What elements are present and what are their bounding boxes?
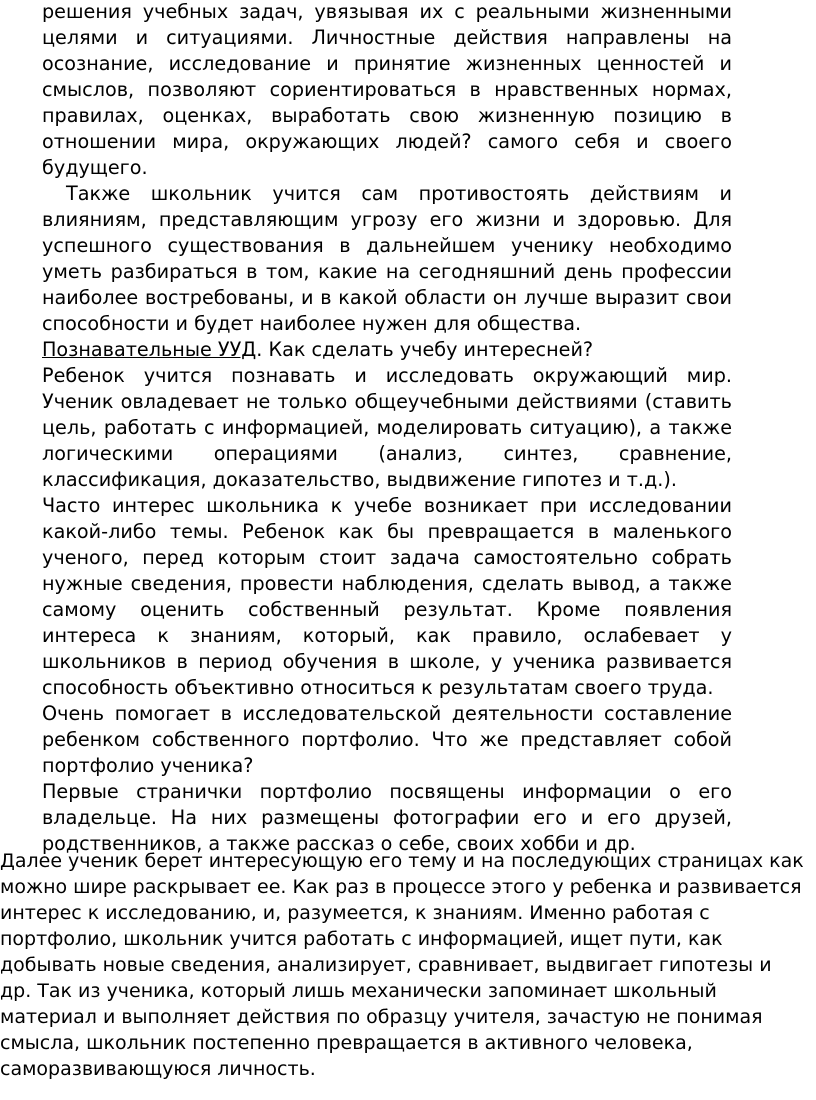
- indented-text-block: [42, 0, 732, 857]
- paragraph-portfolio-first-pages: Первые странички портфолио посвящены информации о его владельце. На них размещены фотографии его и его друзей, родственников, а также рассказ о себе, своих хобби и др.: [42, 780, 732, 855]
- cognitive-question: . Как сделать учебу интересней?: [256, 338, 594, 361]
- paragraph-explore-world: Ребенок учится познавать и исследовать окружающий мир. Ученик овладевает не только общеучебными действиями (ставить цель, работать с информацией, моделировать ситуацию), а также логическими операциями (анализ, синтез, сравнение, классификация, доказательство, выдвижение гипотез и т.д.).: [42, 364, 732, 491]
- full-width-text-block: [0, 848, 808, 1082]
- paragraph-personal-actions: решения учебных задач, увязывая их с реальными жизненными целями и ситуациями. Личностные действия направлены на осознание, исследование и принятие жизненных ценностей и смыслов, позволяют сориентироваться в нравственных нормах, правилах, оценках, выработать свою жизненную позицию в отношении мира, окружающих людей? самого себя и своего будущего.: [42, 0, 732, 179]
- cognitive-uud-heading: Познавательные УУД: [42, 338, 257, 361]
- paragraph-research-interest: Часто интерес школьника к учебе возникает при исследовании какой-либо темы. Ребенок как бы превращается в маленького ученого, перед которым стоит задача самостоятельно собрать нужные сведения, провести наблюдения, сделать вывод, а также самому оценить собственный результат. Кроме появления интереса к знаниям, который, как правило, ослабевает у школьников в период обучения в школе, у ученика развивается способность объективно относиться к результатам своего труда.: [42, 494, 732, 699]
- paragraph-portfolio-intro: Очень помогает в исследовательской деятельности составление ребенком собственного портфолио. Что же представляет собой портфолио ученика?: [42, 702, 732, 777]
- paragraph-portfolio-topic: Далее ученик берет интересующую его тему и на последующих страницах как можно шире раскрывает ее. Как раз в процессе этого у ребенка и развивается интерес к исследованию, и, разумеется, к знаниям. Именно работая с портфолио, школьник учится работать с информацией, ищет пути, как добывать новые сведения, анализирует, сравнивает, выдвигает гипотезы и др. Так из ученика, который лишь механически запоминает школьный материал и выполняет действия по образцу учителя, зачастую не понимая смысла, школьник постепенно превращается в активного человека, саморазвивающуюся личность.: [0, 850, 804, 1080]
- paragraph-cognitive-heading: [42, 337, 732, 363]
- paragraph-self-protection: Также школьник учится сам противостоять действиям и влияниям, представляющим угрозу его жизни и здоровью. Для успешного существования в дальнейшем ученику необходимо уметь разбираться в том, какие на сегодняшний день профессии наиболее востребованы, и в какой области он лучше выразит свои способности и будет наиболее нужен для общества.: [42, 182, 732, 335]
